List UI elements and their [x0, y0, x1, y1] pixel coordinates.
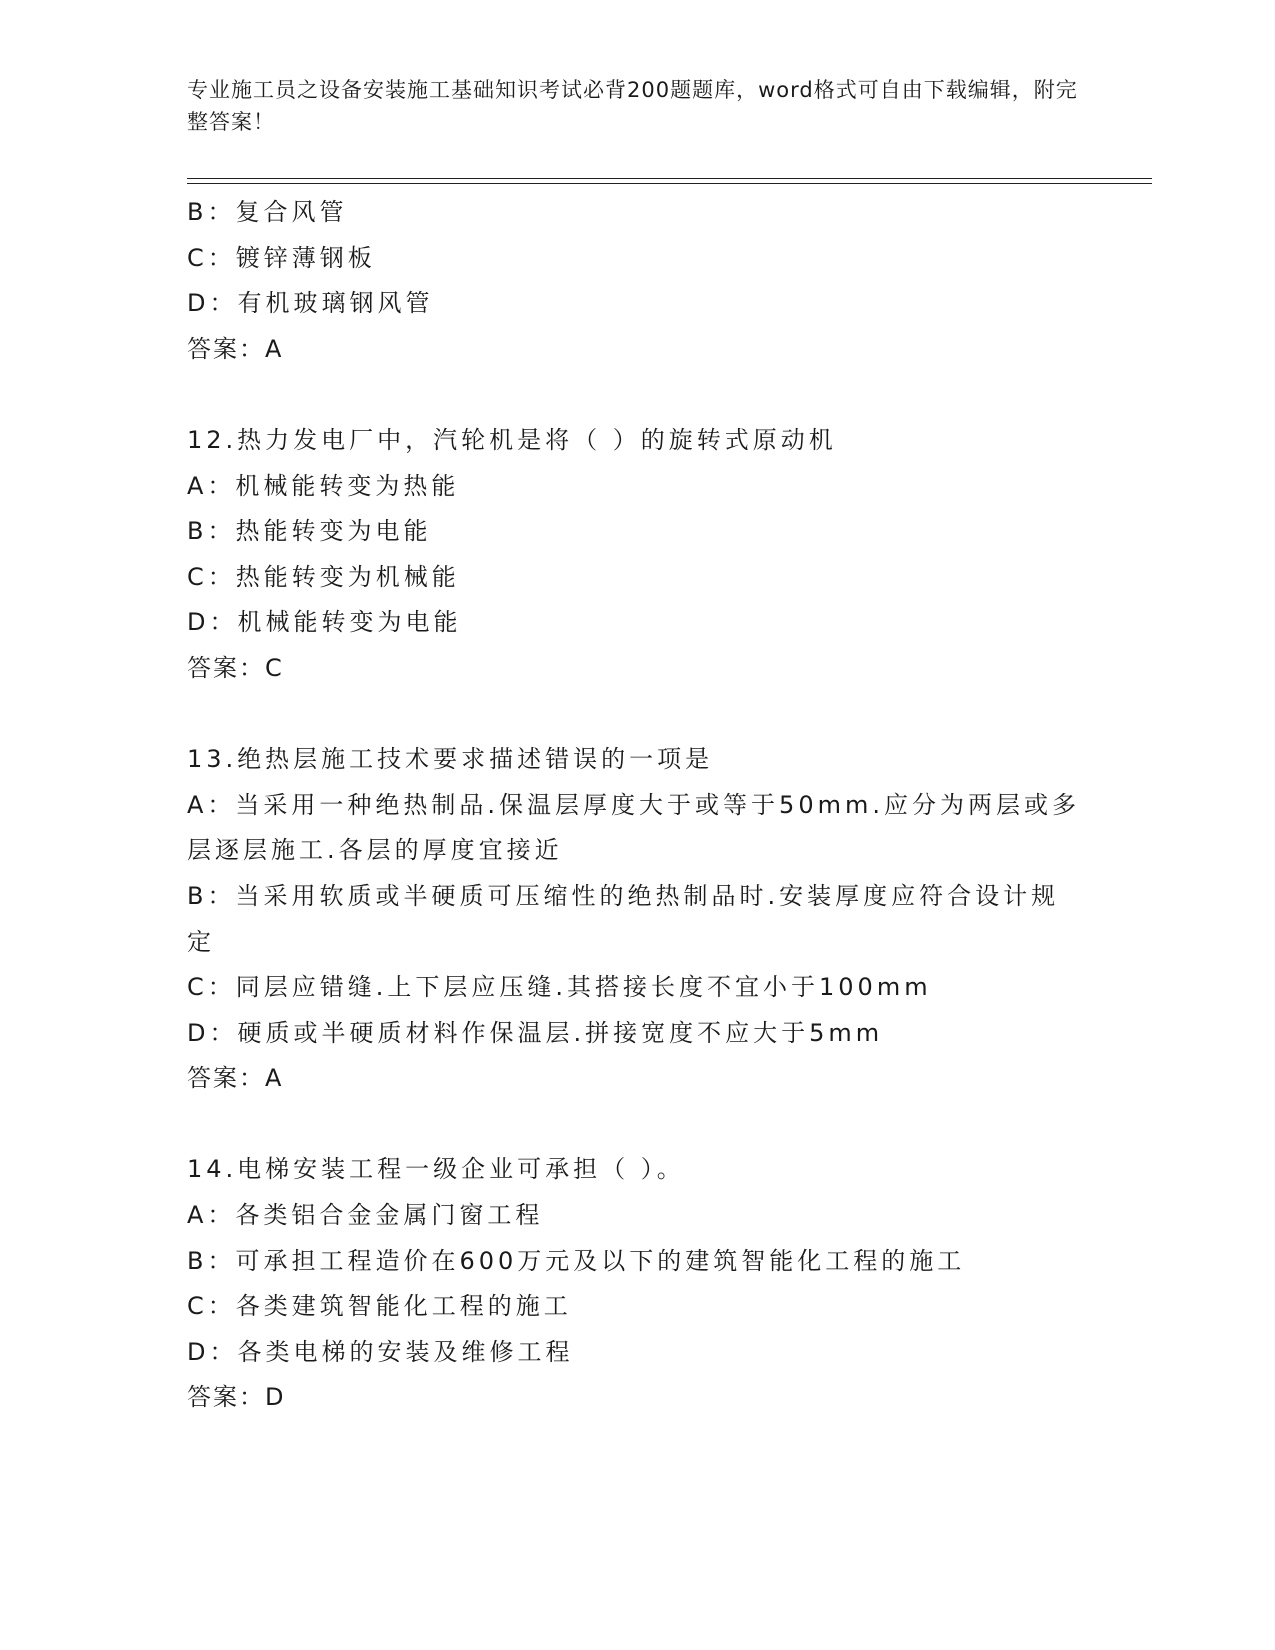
question-content [187, 190, 1087, 1421]
option-line: A：机械能转变为热能 [187, 471, 460, 500]
option-line: C：各类建筑智能化工程的施工 [187, 1292, 572, 1321]
question-fragment [187, 190, 1087, 372]
option-line: C：镀锌薄钢板 [187, 243, 376, 272]
header-rule-bottom [187, 183, 1152, 184]
header-rule-top [187, 178, 1152, 179]
document-header: 专业施工员之设备安装施工基础知识考试必背200题题库，word格式可自由下载编辑，附完整答案！ [187, 78, 1078, 134]
question-14 [187, 1147, 1087, 1421]
answer-line: 答案：D [187, 1383, 286, 1412]
question-stem: 14.电梯安装工程一级企业可承担（ ）。 [187, 1155, 685, 1184]
answer-line: 答案：C [187, 653, 284, 682]
option-line: B：可承担工程造价在600万元及以下的建筑智能化工程的施工 [187, 1246, 966, 1275]
question-13 [187, 737, 1087, 1102]
spacer [187, 1102, 1087, 1148]
option-line: D：有机玻璃钢风管 [187, 289, 434, 318]
option-line: A：当采用一种绝热制品.保温层厚度大于或等于50mm.应分为两层或多层逐层施工.各层的厚度宜接近 [187, 790, 1080, 865]
option-line: C：热能转变为机械能 [187, 562, 460, 591]
option-line: D：各类电梯的安装及维修工程 [187, 1337, 574, 1366]
question-stem: 12.热力发电厂中，汽轮机是将（ ）的旋转式原动机 [187, 425, 837, 454]
option-line: C：同层应错缝.上下层应压缝.其搭接长度不宜小于100mm [187, 973, 932, 1002]
spacer [187, 692, 1087, 738]
option-line: A：各类铝合金金属门窗工程 [187, 1201, 544, 1230]
question-12 [187, 418, 1087, 692]
option-line: B：热能转变为电能 [187, 517, 432, 546]
option-line: D：机械能转变为电能 [187, 608, 462, 637]
spacer [187, 372, 1087, 418]
question-stem: 13.绝热层施工技术要求描述错误的一项是 [187, 745, 714, 774]
answer-line: 答案：A [187, 334, 284, 363]
option-line: B：复合风管 [187, 198, 348, 226]
answer-line: 答案：A [187, 1064, 284, 1093]
option-line: D：硬质或半硬质材料作保温层.拼接宽度不应大于5mm [187, 1018, 884, 1047]
option-line: B：当采用软质或半硬质可压缩性的绝热制品时.安装厚度应符合设计规定 [187, 881, 1060, 956]
